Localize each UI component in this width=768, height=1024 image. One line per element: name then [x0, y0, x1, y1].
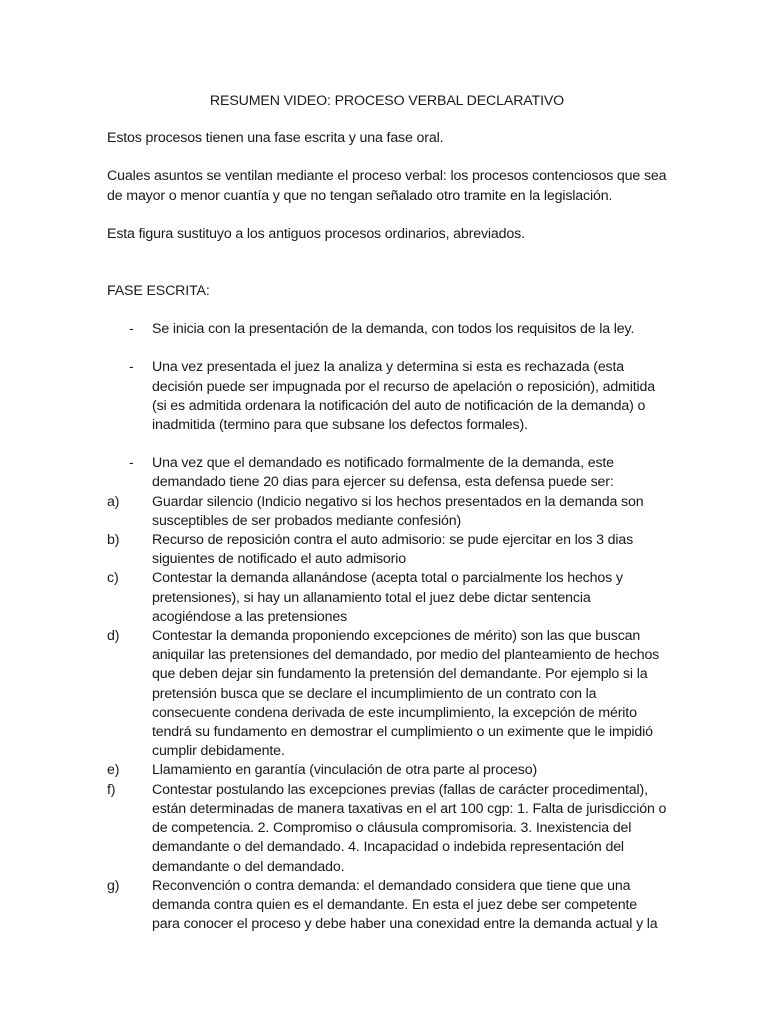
list-marker: e): [107, 762, 120, 779]
list-item-text: Llamamiento en garantía (vinculación de otra parte al proceso): [152, 762, 538, 779]
list-marker: -: [129, 359, 134, 376]
list-item-text: Reconvención o contra demanda: el demandado considera que tiene que una demanda contra quien es el demandante. En esta el juez debe ser competente para conocer el proceso y debe haber una conexidad entre la demanda actual y la: [152, 877, 658, 933]
document-body: [107, 92, 667, 934]
list-item: [107, 761, 667, 780]
list-marker: b): [107, 532, 120, 549]
list-item-text: Se inicia con la presentación de la demanda, con todos los requisitos de la ley.: [152, 321, 635, 338]
list-marker: c): [107, 570, 119, 587]
list-marker: g): [107, 877, 120, 894]
list-marker: -: [129, 321, 134, 338]
paragraph-subjects: Cuales asuntos se ventilan mediante el proceso verbal: los procesos contenciosos que sea de mayor o menor cuantía y que no tengan señalado otro tramite en la legislación.: [107, 168, 667, 204]
lettered-list: [107, 493, 667, 935]
paragraph-phases: Estos procesos tienen una fase escrita y una fase oral.: [107, 130, 444, 147]
list-marker: d): [107, 628, 120, 645]
list-marker: f): [107, 781, 116, 798]
list-item-text: Contestar postulando las excepciones previas (fallas de carácter procedimental), están determinadas de manera taxativas en el art 100 cgp: 1. Falta de jurisdicción o de competencia. 2. Compromiso o cláusula compromisoria. 3. Inexistencia del demandante o del demandado. 4. Incapacidad o indebida representación del demandante o del demandado.: [152, 781, 667, 875]
list-item: [107, 454, 667, 492]
list-item-text: Contestar la demanda proponiendo excepciones de mérito) son las que buscan aniquilar las pretensiones del demandado, por medio del planteamiento de hechos que deben dejar sin fundamento la pretensión del demandante. Por ejemplo si la pretensión busca que se declare el incumplimiento de un contrato con la consecuente condena derivada de este incumplimiento, la excepción de mérito tendrá su fundamento en demostrar el cumplimiento o un eximente que le impidió cumplir debidamente.: [152, 628, 660, 760]
section-heading: FASE ESCRITA:: [107, 283, 210, 300]
dash-list: [107, 320, 667, 492]
list-item-text: Una vez que el demandado es notificado formalmente de la demanda, este demandado tiene 20 dias para ejercer su defensa, esta defensa puede ser:: [152, 455, 614, 491]
list-item-text: Contestar la demanda allanándose (acepta total o parcialmente los hechos y pretensiones), si hay un allanamiento total el juez debe dictar sentencia acogiéndose a las pretensiones: [152, 570, 623, 625]
list-item: [107, 531, 667, 569]
document-title: RESUMEN VIDEO: PROCESO VERBAL DECLARATIVO: [209, 93, 565, 109]
list-item: [107, 627, 667, 761]
list-item: [107, 358, 667, 435]
list-item-text: Una vez presentada el juez la analiza y determina si esta es rechazada (esta decisión puede ser impugnada por el recurso de apelación o reposición), admitida (si es admitida ordenara la notificación del auto de notificación de la demanda) o inadmitida (termino para que subsane los defectos formales).: [152, 359, 656, 434]
list-item: [107, 877, 667, 935]
list-item: [107, 781, 667, 877]
list-marker: a): [107, 493, 120, 510]
paragraph-replacement: Esta figura sustituyo a los antiguos procesos ordinarios, abreviados.: [107, 225, 525, 242]
list-item-text: Guardar silencio (Indicio negativo si los hechos presentados en la demanda son susceptibles de ser probados mediante confesión): [152, 493, 644, 529]
list-item: [107, 493, 667, 531]
list-marker: -: [129, 455, 134, 472]
list-item-text: Recurso de reposición contra el auto admisorio: se pude ejercitar en los 3 dias siguientes de notificado el auto admisorio: [152, 532, 634, 568]
list-item: [107, 320, 667, 339]
list-item: [107, 569, 667, 627]
